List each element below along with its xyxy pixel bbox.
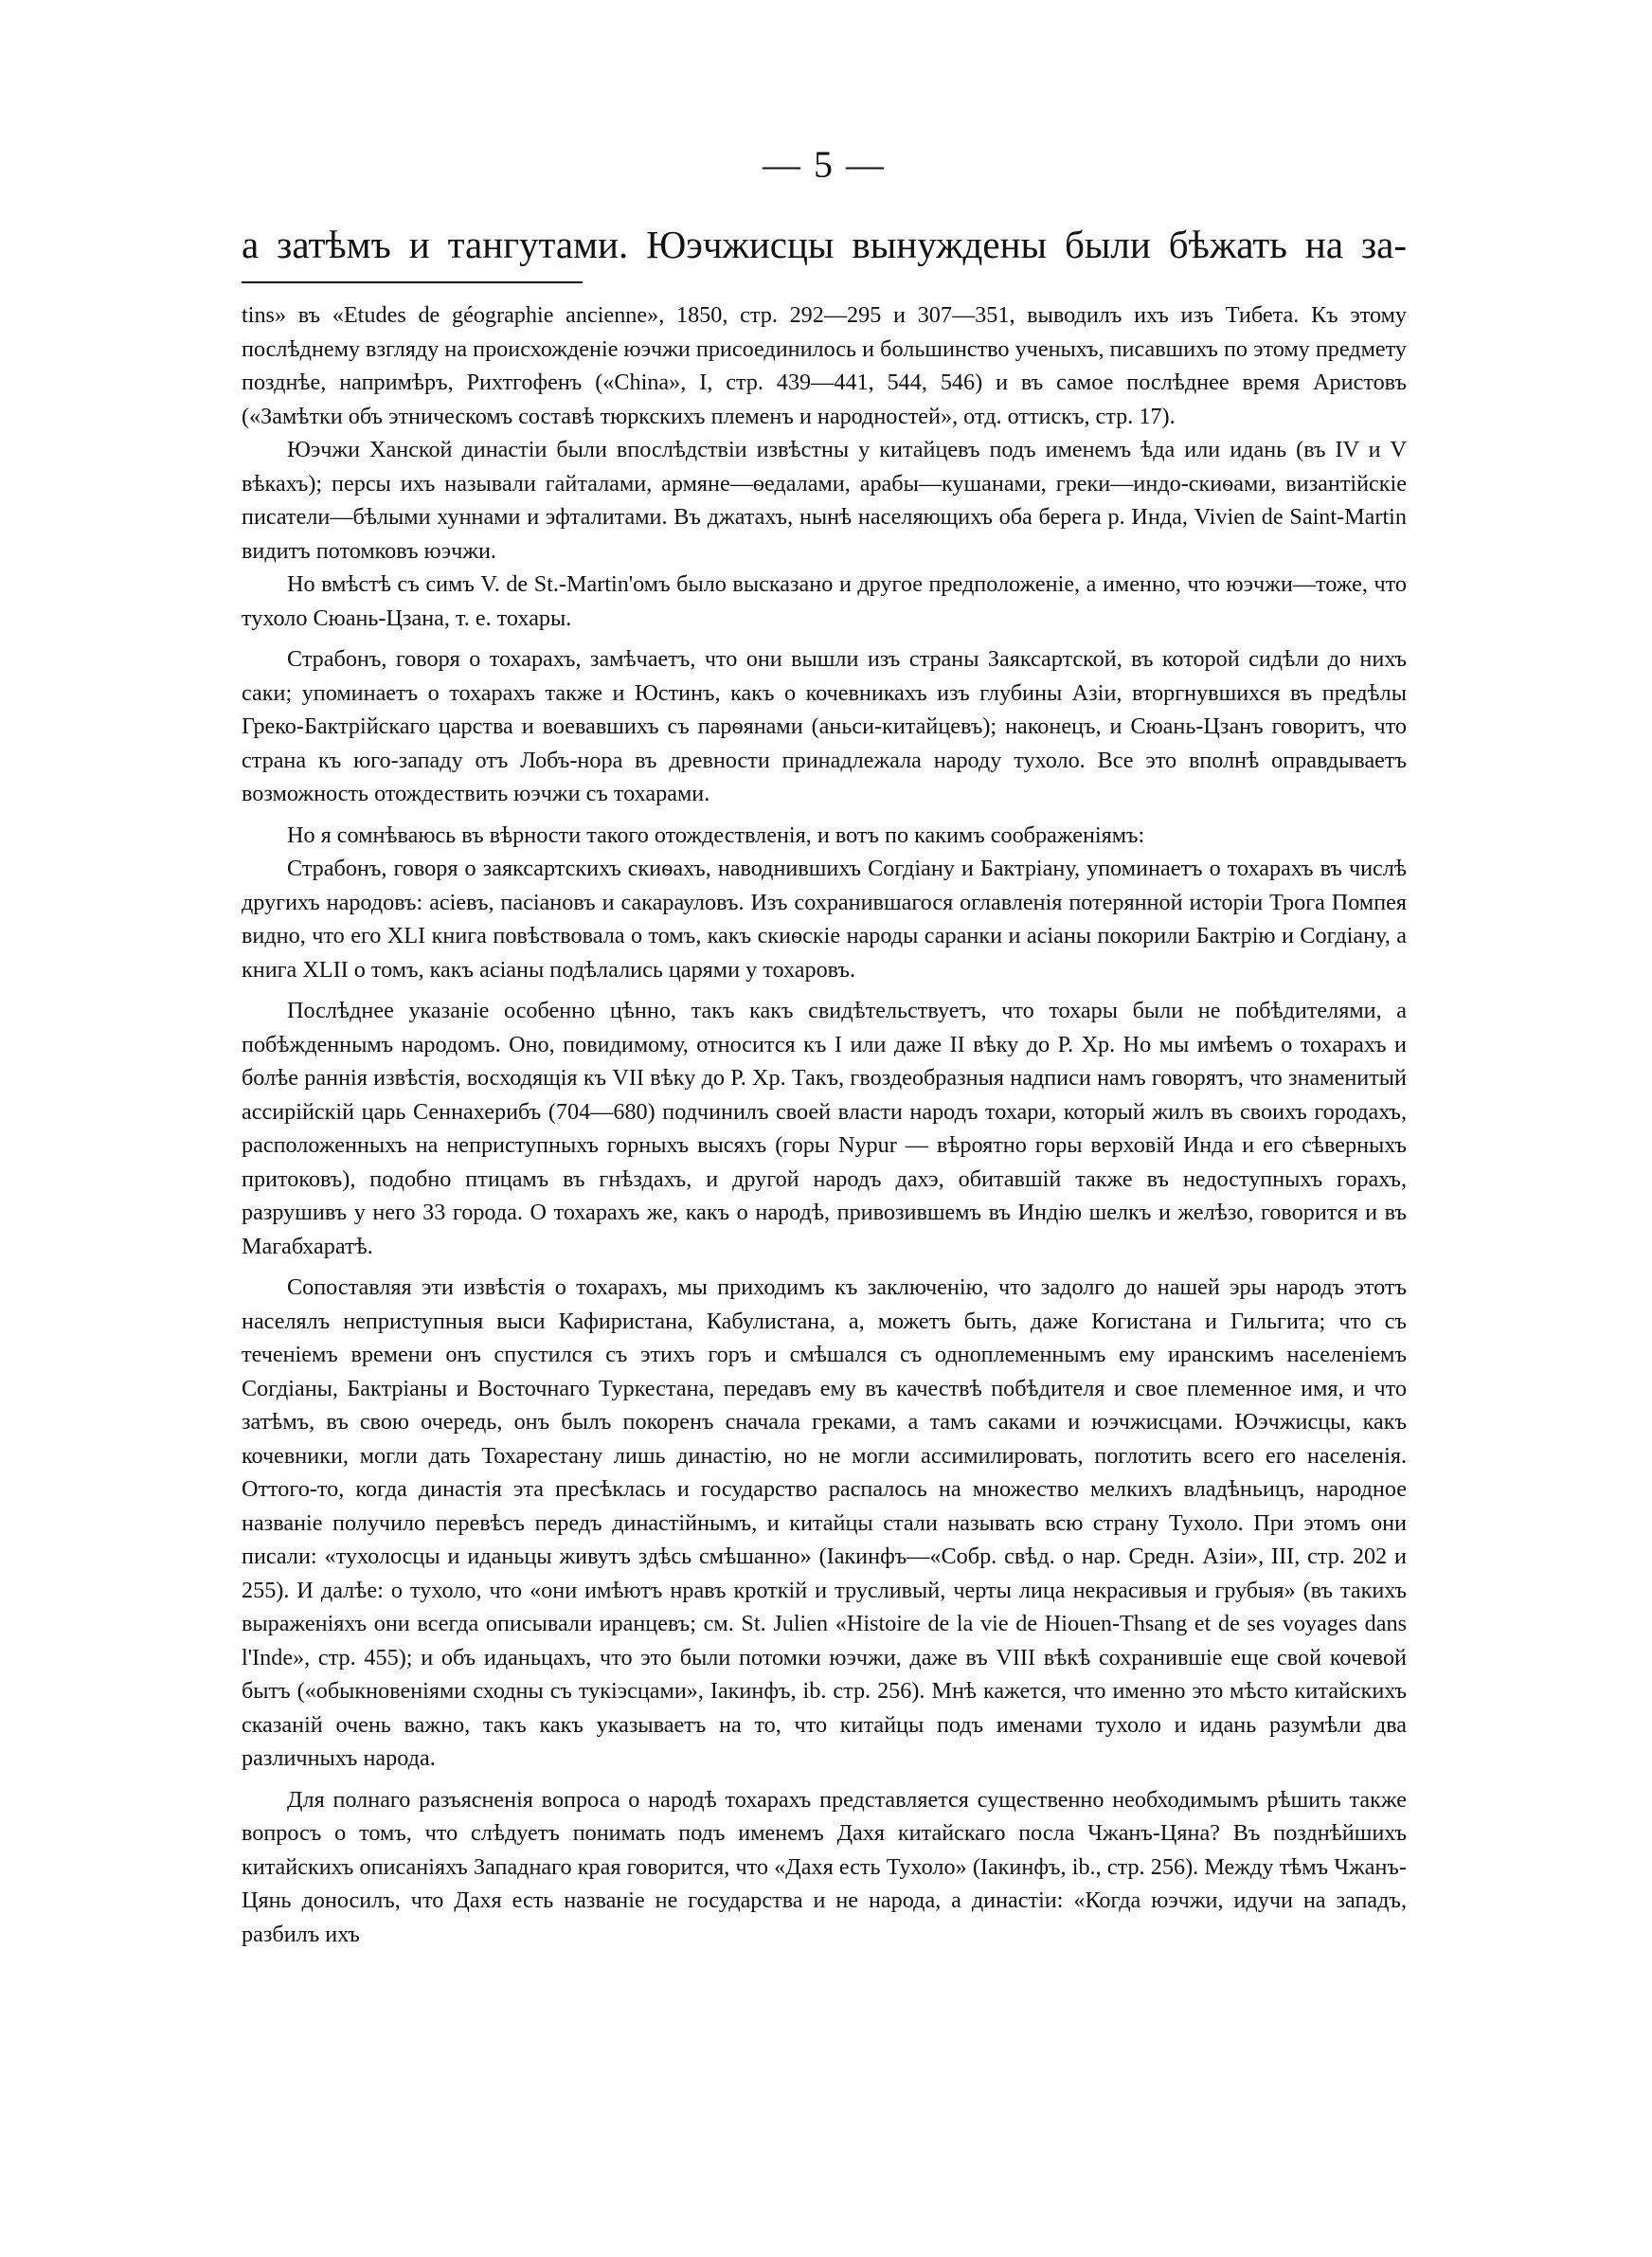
main-text-line: а затѣмъ и тангутами. Юэчжисцы вынуждены были бѣжать на за- [242, 223, 1407, 266]
footnote-paragraph: Для полнаго разъясненія вопроса о народѣ тохарахъ представляется существенно необходимымъ рѣшить также вопросъ о томъ, что слѣдуетъ понимать подъ именемъ Дахя китайскаго посла Чжанъ-Цяна? Въ позднѣйшихъ китайскихъ описаніяхъ Западнаго края говорится, что «Дахя есть Тухоло» (Іакинфъ, ib., стр. 256). Между тѣмъ Чжанъ-Цянь доносилъ, что Дахя есть названіе не государства и не народа, а династіи: «Когда юэчжи, идучи на западъ, разбилъ ихъ [242, 1786, 1407, 1947]
footnote-divider [242, 281, 583, 283]
footnote-paragraph: Сопоставляя эти извѣстія о тохарахъ, мы приходимъ къ заключенію, что задолго до нашей эры народъ этотъ населялъ неприступныя выси Кафиристана, Кабулистана, а, можетъ быть, даже Когистана и Гильгита; что съ теченіемъ времени онъ спустился съ этихъ горъ и смѣшался съ одноплеменнымъ ему иранскимъ населеніемъ Согдіаны, Бактріаны и Восточнаго Туркестана, передавъ ему въ качествѣ побѣдителя и свое племенное имя, и что затѣмъ, въ свою очередь, онъ былъ покоренъ сначала греками, а тамъ саками и юэчжисцами. Юэчжисцы, какъ кочевники, могли дать Тохарестану лишь династію, но не могли ассимилировать, поглотить всего его населенія. Оттого-то, когда династія эта пресѣклась и государство распалось на множество мелкихъ владѣньицъ, народное названіе получило перевѣсъ передъ династійнымъ, и китайцы стали называть всю страну Тухоло. При этомъ они писали: «тухолосцы и иданьцы живутъ здѣсь смѣшанно» (Іакинфъ—«Собр. свѣд. о нар. Средн. Азіи», III, стр. 202 и 255). И далѣе: о тухоло, что «они имѣютъ нравъ кроткій и трусливый, черты лица некрасивыя и грубыя» (въ такихъ выраженіяхъ они всегда описывали иранцевъ; см. St. Julien «Histoire de la vie de Hiouen-Thsang et de ses voyages dans l'Inde», стр. 455); и объ иданьцахъ, что это были потомки юэчжи, даже въ VIII вѣкѣ сохранившіе еще свой кочевой бытъ («обыкновеніями сходны съ тукіэсцами», Іакинфъ, ib. стр. 256). Мнѣ кажется, что именно это мѣсто китайскихъ сказаній очень важно, такъ какъ указываетъ на то, что китайцы подъ именами тухоло и идань разумѣли два различныхъ народа. [242, 1274, 1407, 1771]
footnote-paragraph: tins» въ «Etudes de géographie ancienne», 1850, стр. 292—295 и 307—351, выводилъ ихъ изъ Тибета. Къ этому послѣднему взгляду на происхожденіе юэчжи присоединилось и большинство ученыхъ, писавшихъ по этому предмету позднѣе, напримѣръ, Рихтгофенъ («China», I, стр. 439—441, 544, 546) и въ самое послѣднее время Аристовъ («Замѣтки объ этническомъ составѣ тюркскихъ племенъ и народностей», отд. оттискъ, стр. 17). [242, 302, 1407, 429]
footnote-paragraph: Но вмѣстѣ съ симъ V. de St.-Martin'омъ было высказано и другое предположеніе, а именно, что юэчжи—тоже, что тухоло Сюань-Цзана, т. е. тохары. [242, 571, 1407, 631]
footnote-paragraph: Послѣднее указаніе особенно цѣнно, такъ какъ свидѣтельствуетъ, что тохары были не побѣдителями, а побѣжденнымъ народомъ. Оно, повидимому, относится къ I или даже II вѣку до Р. Хр. Но мы имѣемъ о тохарахъ и болѣе раннія извѣстія, восходящія къ VII вѣку до Р. Хр. Такъ, гвоздеобразныя надписи намъ говорятъ, что знаменитый ассирійскій царь Сеннахерибъ (704—680) подчинилъ своей власти народъ тохари, который жилъ въ своихъ городахъ, расположенныхъ на неприступныхъ горныхъ высяхъ (горы Nypur — вѣроятно горы верховій Инда и его сѣверныхъ притоковъ), подобно птицамъ въ гнѣздахъ, и другой народъ дахэ, обитавшій также въ недоступныхъ горахъ, разрушивъ у него 33 города. О тохарахъ же, какъ о народѣ, привозившемъ въ Индію шелкъ и желѣзо, говорится и въ Магабхаратѣ. [242, 998, 1407, 1259]
document-page [242, 142, 1407, 1951]
page-number: — 5 — [763, 143, 886, 186]
footnote-paragraph: Юэчжи Ханской династіи были впослѣдствіи извѣстны у китайцевъ подъ именемъ ѣда или идань (въ IV и V вѣкахъ); персы ихъ называли гайталами, армяне—ѳедалами, арабы—кушанами, греки—индо-скиѳами, византійскіе писатели—бѣлыми хуннами и эфталитами. Въ джатахъ, нынѣ населяющихъ оба берега р. Инда, Vivien de Saint-Martin видитъ потомковъ юэчжи. [242, 437, 1407, 564]
footnote-paragraph: Но я сомнѣваюсь въ вѣрности такого отождествленія, и вотъ по какимъ соображеніямъ: [287, 822, 1145, 848]
footnote-paragraph: Страбонъ, говоря о заяксартскихъ скиѳахъ, наводнившихъ Согдіану и Бактріану, упоминаетъ о тохарахъ въ числѣ другихъ народовъ: асіевъ, пасіановъ и сакарауловъ. Изъ сохранившагося оглавленія потерянной исторіи Трога Помпея видно, что его XLI книга повѣствовала о томъ, какъ скиѳскіе народы саранки и асіаны покорили Бактрію и Согдіану, а книга XLII о томъ, какъ асіаны подѣлались царями у тохаровъ. [242, 856, 1407, 983]
footnote-paragraph: Страбонъ, говоря о тохарахъ, замѣчаетъ, что они вышли изъ страны Заяксартской, въ которой сидѣли до нихъ саки; упоминаетъ о тохарахъ также и Юстинъ, какъ о кочевникахъ изъ глубины Азіи, вторгнувшихся въ предѣлы Греко-Бактрійскаго царства и воевавшихъ съ парѳянами (аньси-китайцевъ); наконецъ, и Сюань-Цзанъ говоритъ, что страна къ юго-западу отъ Лобъ-нора въ древности принадлежала народу тухоло. Все это вполнѣ оправдываетъ возможность отождествить юэчжи съ тохарами. [242, 646, 1407, 806]
